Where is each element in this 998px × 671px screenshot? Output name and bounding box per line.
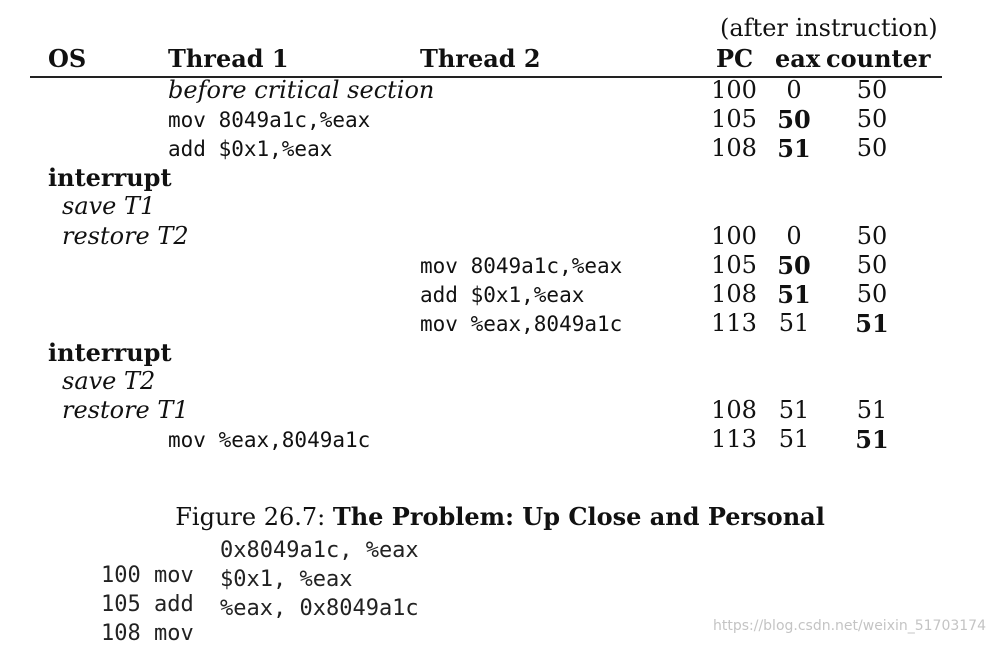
col-header-os: OS (48, 44, 87, 73)
counter-value: 51 (855, 308, 889, 338)
code-args-1: 0x8049a1c, %eax (220, 538, 419, 563)
counter-value: 50 (856, 76, 888, 104)
pc-value: 105 (711, 105, 757, 134)
thread1-instruction: add $0x1,%eax (168, 137, 333, 162)
col-header-pc: PC (716, 44, 754, 73)
code-op: add (153, 592, 194, 617)
os-event: interrupt (48, 337, 172, 367)
counter-value: 50 (856, 105, 888, 134)
counter-value: 51 (855, 425, 889, 455)
code-addr: 100 (100, 563, 141, 588)
thread1-instruction: mov 8049a1c,%eax (168, 108, 371, 133)
eax-value: 51 (777, 134, 811, 164)
eax-value: 51 (778, 425, 810, 454)
caption-title: The Problem: Up Close and Personal (332, 502, 825, 531)
pc-value: 108 (711, 279, 757, 308)
caption-prefix: Figure 26.7: (175, 503, 333, 531)
pc-value: 108 (711, 134, 757, 163)
os-action: restore T2 (62, 221, 189, 250)
thread2-instruction: add $0x1,%eax (420, 282, 585, 307)
eax-value: 50 (777, 250, 811, 280)
code-args-3: %eax, 0x8049a1c (220, 596, 419, 621)
pc-value: 113 (711, 308, 757, 337)
pc-value: 100 (711, 76, 757, 104)
header-note: (after instruction) (720, 14, 938, 42)
code-args-2: $0x1, %eax (220, 567, 353, 592)
pc-value: 108 (711, 396, 757, 425)
eax-value: 0 (786, 221, 802, 250)
col-header-thread1: Thread 1 (168, 44, 289, 73)
thread1-instruction: mov %eax,8049a1c (168, 428, 371, 453)
thread2-instruction: mov 8049a1c,%eax (420, 253, 623, 278)
pc-value: 113 (711, 425, 757, 454)
watermark: https://blog.csdn.net/weixin_51703174 (712, 618, 986, 634)
counter-value: 50 (856, 250, 888, 279)
counter-value: 50 (856, 134, 888, 163)
os-action: save T2 (62, 367, 156, 395)
eax-value: 51 (777, 279, 811, 309)
os-event: interrupt (48, 163, 172, 193)
col-header-thread2: Thread 2 (420, 44, 541, 73)
pc-value: 100 (711, 221, 757, 250)
code-addr: 108 (100, 621, 141, 646)
col-header-eax: eax (775, 44, 821, 73)
os-action: save T1 (62, 192, 156, 221)
pc-value: 105 (711, 250, 757, 279)
counter-value: 51 (856, 396, 888, 425)
code-addr: 105 (100, 592, 141, 617)
counter-value: 50 (856, 221, 888, 250)
figure-caption (160, 474, 825, 531)
counter-value: 50 (856, 279, 888, 308)
thread1-instruction: before critical section (168, 76, 435, 104)
eax-value: 51 (778, 396, 810, 425)
eax-value: 0 (786, 76, 802, 104)
thread2-instruction: mov %eax,8049a1c (420, 311, 623, 336)
eax-value: 51 (778, 308, 810, 337)
eax-value: 50 (777, 105, 811, 135)
os-action: restore T1 (62, 396, 189, 425)
code-op: mov (153, 621, 194, 646)
code-op: mov (153, 563, 194, 588)
col-header-counter: counter (826, 44, 931, 73)
code-line-3 (48, 596, 194, 671)
